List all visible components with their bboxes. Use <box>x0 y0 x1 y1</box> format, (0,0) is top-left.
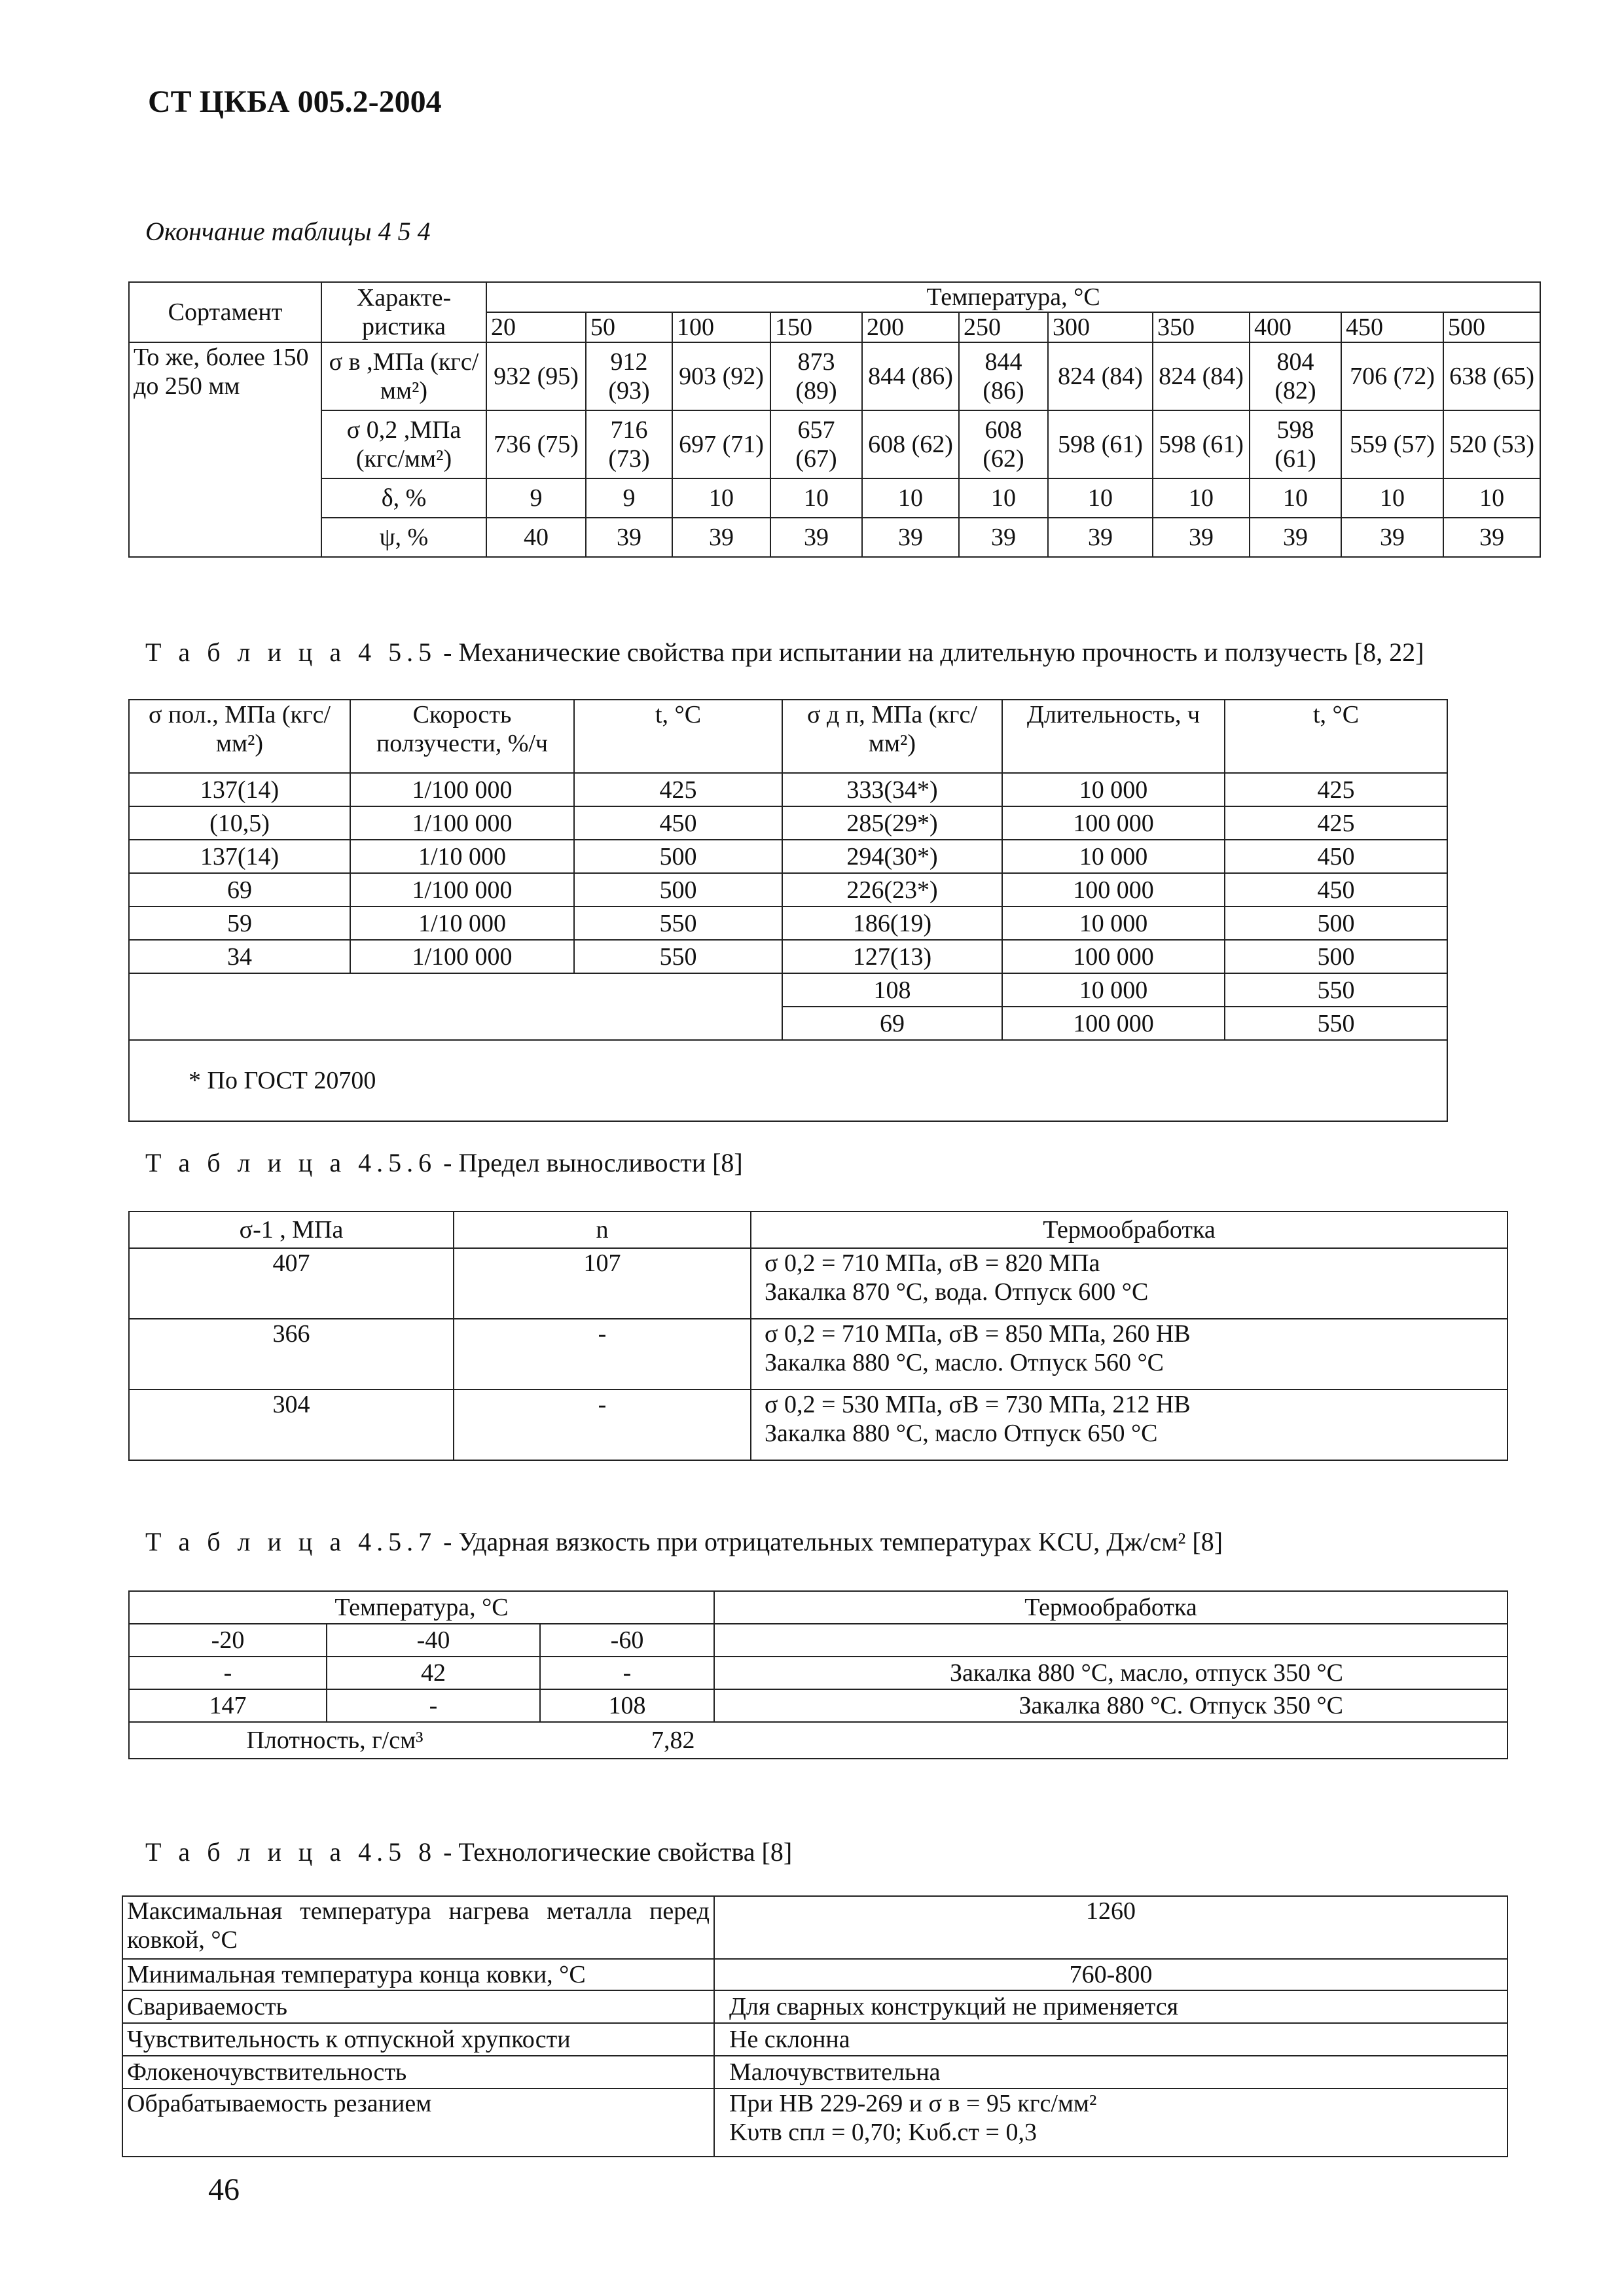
table-cell: 425 <box>574 773 782 806</box>
header-temp-right: t, °С <box>1225 700 1447 773</box>
value-cell: 39 <box>1048 518 1153 557</box>
header-characteristic: Характе-ристика <box>321 282 486 342</box>
table-cell: 1/100 000 <box>350 806 574 840</box>
table-455-footnote: * По ГОСТ 20700 <box>129 1040 1447 1121</box>
table-cell: 425 <box>1225 806 1447 840</box>
table-cell: - <box>454 1319 751 1390</box>
value-cell: 10 <box>1250 478 1341 518</box>
table-cell: 366 <box>129 1319 454 1390</box>
property-value: 760-800 <box>714 1959 1507 1990</box>
value-cell: 598 (61) <box>1048 410 1153 478</box>
heat-treatment-cell <box>751 1319 1507 1390</box>
table-455-caption <box>145 637 1424 668</box>
table-cell: 550 <box>1225 1007 1447 1040</box>
temp-cell: -20 <box>129 1624 327 1657</box>
temp-cell: 450 <box>1341 312 1443 342</box>
property-value: 1260 <box>714 1896 1507 1959</box>
value-cell: 39 <box>1443 518 1540 557</box>
document-code: СТ ЦКБА 005.2-2004 <box>148 84 442 119</box>
table-456 <box>128 1211 1508 1461</box>
table-cell: 226(23*) <box>782 873 1002 906</box>
table-cell: - <box>129 1657 327 1689</box>
value-cell: 10 <box>959 478 1048 518</box>
value-cell: 39 <box>1250 518 1341 557</box>
value-cell: 903 (92) <box>672 342 770 410</box>
value-cell: 10 <box>1341 478 1443 518</box>
table-454 <box>128 281 1541 558</box>
temp-cell: 20 <box>486 312 586 342</box>
page-number: 46 <box>208 2172 240 2207</box>
property-label: Минимальная температура конца ковки, °С <box>122 1959 714 1990</box>
table-cell: 450 <box>1225 840 1447 873</box>
property-value: Малочувствительна <box>714 2056 1507 2089</box>
table-454-caption: Окончание таблицы 4 5 4 <box>145 217 431 246</box>
table-456-caption-text: - Предел выносливости [8] <box>437 1148 743 1177</box>
table-cell: 10 000 <box>1002 840 1225 873</box>
table-cell: 1/10 000 <box>350 906 574 940</box>
property-value: Для сварных конструкций не применяется <box>714 1990 1507 2023</box>
temp-cell: -60 <box>540 1624 714 1657</box>
value-cell: 39 <box>959 518 1048 557</box>
value-cell: 716 (73) <box>586 410 672 478</box>
row-label: σ в ,МПа (кгс/мм²) <box>321 342 486 410</box>
table-cell: 69 <box>129 873 350 906</box>
temp-cell: -40 <box>327 1624 540 1657</box>
value-cell: 844 (86) <box>959 342 1048 410</box>
table-cell: (10,5) <box>129 806 350 840</box>
table-cell: 550 <box>574 906 782 940</box>
header-rupture-stress: σ д п, МПа (кгс/мм²) <box>782 700 1002 773</box>
value-cell: 39 <box>770 518 862 557</box>
table-cell: 407 <box>129 1248 454 1319</box>
heat-treatment-line: Закалка 880 °С, масло Отпуск 650 °С <box>765 1420 1158 1447</box>
value-cell: 844 (86) <box>862 342 959 410</box>
property-label: Обрабатываемость резанием <box>122 2089 714 2157</box>
table-cell: 10 000 <box>1002 973 1225 1007</box>
value-cell: 804 (82) <box>1250 342 1341 410</box>
header-heat-treatment: Термообработка <box>714 1591 1507 1624</box>
table-cell: 137(14) <box>129 840 350 873</box>
heat-treatment-cell: Закалка 880 °С. Отпуск 350 °С <box>714 1689 1507 1722</box>
table-cell: 500 <box>1225 906 1447 940</box>
value-cell: 657 (67) <box>770 410 862 478</box>
value-cell: 39 <box>586 518 672 557</box>
property-label: Чувствительность к отпускной хрупкости <box>122 2023 714 2056</box>
table-cell: 127(13) <box>782 940 1002 973</box>
table-cell: 500 <box>574 873 782 906</box>
density-label: Плотность, г/см³ <box>129 1722 540 1759</box>
table-cell: 500 <box>1225 940 1447 973</box>
value-cell: 873 (89) <box>770 342 862 410</box>
table-cell: 59 <box>129 906 350 940</box>
table-cell: 1/100 000 <box>350 940 574 973</box>
sortament-cell: То же, более 150 до 250 мм <box>129 342 321 557</box>
table-cell: 294(30*) <box>782 840 1002 873</box>
table-457-caption-text: - Ударная вязкость при отрицательных температурах KCU, Дж/см² [8] <box>437 1527 1223 1556</box>
header-creep-rate: Скорость ползучести, %/ч <box>350 700 574 773</box>
table-cell: 1/10 000 <box>350 840 574 873</box>
heat-treatment-line: σ 0,2 = 530 МПа, σВ = 730 МПа, 212 НВ <box>765 1391 1191 1418</box>
value-cell: 9 <box>586 478 672 518</box>
table-cell: 100 000 <box>1002 806 1225 840</box>
header-sortament: Сортамент <box>129 282 321 342</box>
value-cell: 39 <box>1153 518 1250 557</box>
value-cell: 736 (75) <box>486 410 586 478</box>
value-cell: 10 <box>672 478 770 518</box>
table-cell: - <box>454 1390 751 1460</box>
table-cell: 1/100 000 <box>350 773 574 806</box>
table-cell: 137(14) <box>129 773 350 806</box>
value-cell: 10 <box>862 478 959 518</box>
value-cell: 39 <box>672 518 770 557</box>
table-cell: 1/100 000 <box>350 873 574 906</box>
value-cell: 932 (95) <box>486 342 586 410</box>
heat-treatment-line: σ 0,2 = 710 МПа, σВ = 850 МПа, 260 НВ <box>765 1320 1191 1348</box>
table-457-caption-prefix: Т а б л и ц а 4.5.7 <box>145 1527 437 1556</box>
table-cell: 10 000 <box>1002 906 1225 940</box>
table-cell: 34 <box>129 940 350 973</box>
header-heat-treatment: Термообработка <box>751 1211 1507 1248</box>
table-457-caption <box>145 1526 1223 1557</box>
temp-cell: 400 <box>1250 312 1341 342</box>
value-cell: 520 (53) <box>1443 410 1540 478</box>
heat-treatment-line: Закалка 880 °С, масло. Отпуск 560 °С <box>765 1349 1164 1376</box>
property-label: Свариваемость <box>122 1990 714 2023</box>
header-duration: Длительность, ч <box>1002 700 1225 773</box>
table-cell: 147 <box>129 1689 327 1722</box>
value-cell: 608 (62) <box>862 410 959 478</box>
empty-cell <box>129 973 782 1040</box>
value-cell: 10 <box>1443 478 1540 518</box>
value-cell: 638 (65) <box>1443 342 1540 410</box>
heat-treatment-line: Закалка 870 °С, вода. Отпуск 600 °С <box>765 1278 1149 1306</box>
temp-cell: 150 <box>770 312 862 342</box>
value-cell: 608 (62) <box>959 410 1048 478</box>
table-456-caption <box>145 1147 743 1178</box>
temp-cell: 300 <box>1048 312 1153 342</box>
temp-cell: 350 <box>1153 312 1250 342</box>
heat-treatment-cell <box>751 1390 1507 1460</box>
temp-cell: 250 <box>959 312 1048 342</box>
value-cell: 559 (57) <box>1341 410 1443 478</box>
header-temp-left: t, °С <box>574 700 782 773</box>
value-cell: 697 (71) <box>672 410 770 478</box>
table-458-caption-prefix: Т а б л и ц а 4.5 8 <box>145 1837 437 1867</box>
table-cell: - <box>540 1657 714 1689</box>
value-cell: 706 (72) <box>1341 342 1443 410</box>
table-cell: 100 000 <box>1002 940 1225 973</box>
value-cell: 10 <box>770 478 862 518</box>
header-n: n <box>454 1211 751 1248</box>
table-457 <box>128 1590 1508 1759</box>
table-cell: 108 <box>540 1689 714 1722</box>
property-value: При НВ 229-269 и σ в = 95 кгс/мм² <box>729 2090 1097 2117</box>
table-456-caption-prefix: Т а б л и ц а 4.5.6 <box>145 1148 437 1177</box>
table-455-caption-prefix: Т а б л и ц а 4 5.5 <box>145 637 437 667</box>
heat-treatment-line: σ 0,2 = 710 МПа, σВ = 820 МПа <box>765 1249 1100 1277</box>
heat-treatment-cell: Закалка 880 °С, масло, отпуск 350 °С <box>714 1657 1507 1689</box>
table-cell: 100 000 <box>1002 1007 1225 1040</box>
property-value: Не склонна <box>714 2023 1507 2056</box>
value-cell: 824 (84) <box>1153 342 1250 410</box>
table-cell: 425 <box>1225 773 1447 806</box>
table-cell: 500 <box>574 840 782 873</box>
table-458-caption <box>145 1837 792 1867</box>
table-cell: 108 <box>782 973 1002 1007</box>
density-value: 7,82 <box>540 1722 1507 1759</box>
value-cell: 9 <box>486 478 586 518</box>
property-value-cell <box>714 2089 1507 2157</box>
table-cell: 450 <box>1225 873 1447 906</box>
heat-treatment-cell <box>751 1248 1507 1319</box>
value-cell: 10 <box>1048 478 1153 518</box>
table-cell: 107 <box>454 1248 751 1319</box>
table-cell: 69 <box>782 1007 1002 1040</box>
table-cell: 100 000 <box>1002 873 1225 906</box>
value-cell: 912 (93) <box>586 342 672 410</box>
table-cell: - <box>327 1689 540 1722</box>
value-cell: 39 <box>1341 518 1443 557</box>
table-cell: 42 <box>327 1657 540 1689</box>
table-455-caption-text: - Механические свойства при испытании на длительную прочность и ползучесть [8, 22] <box>437 637 1424 667</box>
table-cell: 10 000 <box>1002 773 1225 806</box>
table-cell: 550 <box>574 940 782 973</box>
property-label: Флокеночувствительность <box>122 2056 714 2089</box>
table-cell: 304 <box>129 1390 454 1460</box>
table-cell: 450 <box>574 806 782 840</box>
temp-cell: 200 <box>862 312 959 342</box>
temp-cell: 100 <box>672 312 770 342</box>
table-458-caption-text: - Технологические свойства [8] <box>437 1837 793 1867</box>
table-455 <box>128 699 1448 1122</box>
temp-cell: 500 <box>1443 312 1540 342</box>
property-label: Максимальная температура нагрева металла перед ковкой, °С <box>122 1896 714 1959</box>
value-cell: 824 (84) <box>1048 342 1153 410</box>
table-cell: 285(29*) <box>782 806 1002 840</box>
empty-cell <box>714 1624 1507 1657</box>
property-value-line2: Kυтв спл = 0,70; Kυб.ст = 0,3 <box>729 2119 1037 2146</box>
table-cell: 333(34*) <box>782 773 1002 806</box>
header-creep-stress: σ пол., МПа (кгс/мм²) <box>129 700 350 773</box>
row-label: σ 0,2 ,МПа (кгс/мм²) <box>321 410 486 478</box>
value-cell: 10 <box>1153 478 1250 518</box>
table-cell: 186(19) <box>782 906 1002 940</box>
value-cell: 598 (61) <box>1153 410 1250 478</box>
header-endurance-limit: σ-1 , МПа <box>129 1211 454 1248</box>
table-458 <box>122 1895 1508 2157</box>
header-temperature: Температура, °С <box>129 1591 714 1624</box>
value-cell: 598 (61) <box>1250 410 1341 478</box>
row-label: ψ, % <box>321 518 486 557</box>
row-label: δ, % <box>321 478 486 518</box>
temp-cell: 50 <box>586 312 672 342</box>
value-cell: 40 <box>486 518 586 557</box>
value-cell: 39 <box>862 518 959 557</box>
header-temperature: Температура, °С <box>486 282 1540 312</box>
table-cell: 550 <box>1225 973 1447 1007</box>
